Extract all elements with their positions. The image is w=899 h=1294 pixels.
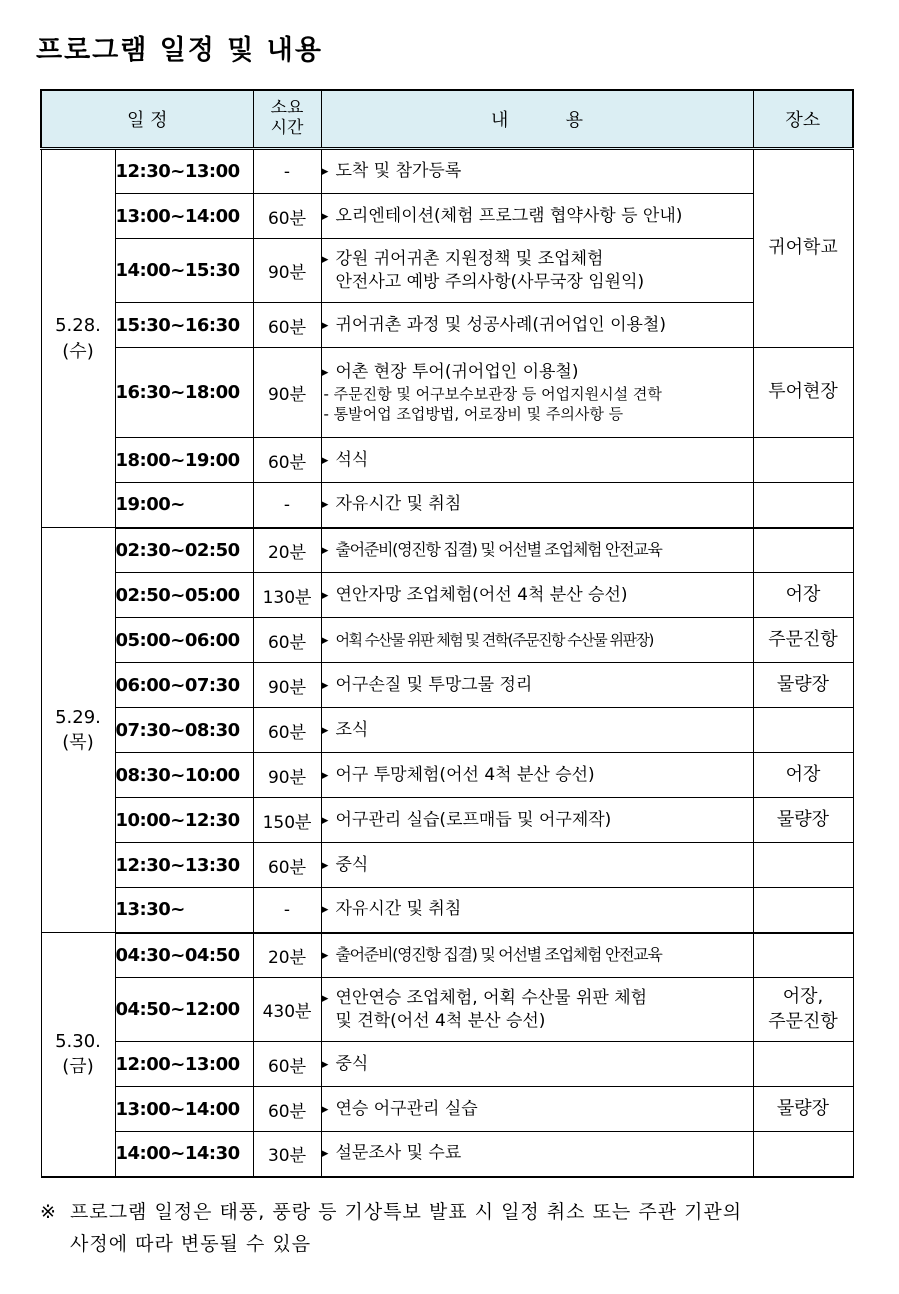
- table-row: [41, 663, 853, 708]
- table-row: [41, 348, 853, 438]
- table-header-row: [41, 90, 853, 149]
- content-cell: [321, 483, 753, 528]
- duration-cell: 60분: [253, 438, 321, 483]
- table-row: [41, 708, 853, 753]
- triangle-bullet-icon: ▶: [321, 635, 329, 646]
- table-row: [41, 239, 853, 303]
- content-cell: [321, 194, 753, 239]
- content-cell: [321, 978, 753, 1042]
- day-weekday: (수): [62, 340, 94, 362]
- time-cell: 13:30~: [115, 888, 253, 933]
- duration-cell: 60분: [253, 194, 321, 239]
- triangle-bullet-icon: ▶: [321, 725, 329, 736]
- content-text: 도착 및 참가등록: [335, 161, 462, 182]
- content-cell: [321, 348, 753, 438]
- duration-cell: 150분: [253, 798, 321, 843]
- duration-cell: 90분: [253, 753, 321, 798]
- content-text-continued: 안전사고 예방 주의사항(사무국장 임원익): [335, 271, 645, 292]
- triangle-bullet-icon: ▶: [321, 860, 329, 871]
- content-cell: [321, 438, 753, 483]
- triangle-bullet-icon: ▶: [321, 680, 329, 691]
- duration-cell: 430분: [253, 978, 321, 1042]
- duration-cell: 60분: [253, 1087, 321, 1132]
- duration-cell: 30분: [253, 1132, 321, 1177]
- content-text: 어획 수산물 위판 체험 및 견학(주문진항 수산물 위판장): [335, 630, 653, 649]
- duration-cell: 90분: [253, 663, 321, 708]
- table-row: [41, 933, 853, 978]
- content-cell: [321, 663, 753, 708]
- triangle-bullet-icon: ▶: [321, 500, 329, 511]
- time-cell: 05:00~06:00: [115, 618, 253, 663]
- table-row: [41, 438, 853, 483]
- time-cell: 07:30~08:30: [115, 708, 253, 753]
- table-row: [41, 1132, 853, 1177]
- day-date: 5.29.: [55, 706, 101, 728]
- content-text: 어구 투망체험(어선 4척 분산 승선): [335, 764, 595, 785]
- content-cell: [321, 708, 753, 753]
- time-cell: 10:00~12:30: [115, 798, 253, 843]
- place-cell: [753, 933, 853, 978]
- day-weekday: (목): [62, 732, 94, 753]
- duration-cell: 60분: [253, 303, 321, 348]
- content-cell: [321, 1132, 753, 1177]
- place-cell: 주문진항: [753, 618, 853, 663]
- place-cell: [753, 1132, 853, 1177]
- content-text: 중식: [335, 854, 369, 875]
- content-text: 출어준비(영진항 집결) 및 어선별 조업체험 안전교육: [335, 944, 662, 964]
- day-date: 5.30.: [55, 1031, 101, 1053]
- time-cell: 14:00~14:30: [115, 1132, 253, 1177]
- triangle-bullet-icon: ▶: [321, 254, 329, 265]
- content-text: 석식: [335, 449, 369, 470]
- table-row: [41, 194, 853, 239]
- table-row: [41, 149, 853, 194]
- content-subitem: - 통발어업 조업방법, 어로장비 및 주의사항 등: [323, 404, 624, 423]
- duration-cell: -: [253, 483, 321, 528]
- day-date-cell: [41, 149, 115, 528]
- time-cell: 15:30~16:30: [115, 303, 253, 348]
- time-cell: 12:30~13:30: [115, 843, 253, 888]
- table-row: [41, 888, 853, 933]
- time-cell: 02:30~02:50: [115, 528, 253, 573]
- content-text: 자유시간 및 취침: [335, 494, 462, 515]
- duration-cell: -: [253, 149, 321, 194]
- header-content: 내 용: [321, 90, 753, 149]
- triangle-bullet-icon: ▶: [321, 905, 329, 916]
- triangle-bullet-icon: ▶: [321, 320, 329, 331]
- place-cell: [753, 1042, 853, 1087]
- content-text: 출어준비(영진항 집결) 및 어선별 조업체험 안전교육: [335, 539, 662, 559]
- duration-cell: 90분: [253, 348, 321, 438]
- duration-cell: 90분: [253, 239, 321, 303]
- time-cell: 06:00~07:30: [115, 663, 253, 708]
- header-duration-line2: 시간: [270, 118, 304, 138]
- content-cell: [321, 1087, 753, 1132]
- table-row: [41, 573, 853, 618]
- time-cell: 04:50~12:00: [115, 978, 253, 1042]
- table-row: [41, 528, 853, 573]
- content-text: 설문조사 및 수료: [335, 1143, 462, 1164]
- place-cell: [753, 888, 853, 933]
- time-cell: 13:00~14:00: [115, 194, 253, 239]
- footnote: [40, 1196, 860, 1260]
- triangle-bullet-icon: ▶: [321, 167, 329, 178]
- duration-cell: 130분: [253, 573, 321, 618]
- place-cell: 귀어학교: [753, 149, 853, 348]
- place-cell: 어장: [753, 753, 853, 798]
- day-date-cell: [41, 528, 115, 933]
- content-cell: [321, 149, 753, 194]
- page-title: 프로그램 일정 및 내용: [36, 35, 323, 66]
- duration-cell: 60분: [253, 843, 321, 888]
- table-row: [41, 1042, 853, 1087]
- content-cell: [321, 753, 753, 798]
- place-cell: [753, 438, 853, 483]
- content-text: 자유시간 및 취침: [335, 899, 462, 920]
- place-cell: 물량장: [753, 1087, 853, 1132]
- duration-cell: 60분: [253, 708, 321, 753]
- content-text: 연안자망 조업체험(어선 4척 분산 승선): [335, 584, 628, 605]
- triangle-bullet-icon: ▶: [321, 211, 329, 222]
- table-row: [41, 1087, 853, 1132]
- time-cell: 02:50~05:00: [115, 573, 253, 618]
- content-cell: [321, 303, 753, 348]
- table-row: [41, 843, 853, 888]
- time-cell: 13:00~14:00: [115, 1087, 253, 1132]
- footnote-line1: 프로그램 일정은 태풍, 풍랑 등 기상특보 발표 시 일정 취소 또는 주관 기관의: [70, 1201, 743, 1223]
- time-cell: 12:30~13:00: [115, 149, 253, 194]
- content-text: 어구관리 실습(로프매듭 및 어구제작): [335, 809, 612, 830]
- content-cell: [321, 843, 753, 888]
- schedule-table: [40, 89, 854, 1178]
- reference-mark-icon: ※: [40, 1201, 57, 1223]
- content-cell: [321, 798, 753, 843]
- triangle-bullet-icon: ▶: [321, 950, 329, 961]
- content-cell: [321, 618, 753, 663]
- content-cell: [321, 1042, 753, 1087]
- header-duration-line1: 소요: [270, 98, 304, 119]
- time-cell: 19:00~: [115, 483, 253, 528]
- content-cell: [321, 573, 753, 618]
- content-cell: [321, 528, 753, 573]
- content-text: 중식: [335, 1053, 369, 1074]
- place-cell: 투어현장: [753, 348, 853, 438]
- day-date-cell: [41, 933, 115, 1177]
- triangle-bullet-icon: ▶: [321, 545, 329, 556]
- content-text: 연안연승 조업체험, 어획 수산물 위판 체험: [335, 987, 648, 1008]
- content-text-continued: 및 견학(어선 4척 분산 승선): [335, 1010, 546, 1031]
- time-cell: 14:00~15:30: [115, 239, 253, 303]
- day-date: 5.28.: [55, 315, 101, 337]
- duration-cell: 20분: [253, 933, 321, 978]
- triangle-bullet-icon: ▶: [321, 367, 329, 378]
- table-row: [41, 753, 853, 798]
- table-row: [41, 303, 853, 348]
- duration-cell: 60분: [253, 618, 321, 663]
- header-duration: [253, 90, 321, 149]
- content-text: 강원 귀어귀촌 지원정책 및 조업체험: [335, 248, 604, 269]
- triangle-bullet-icon: ▶: [321, 1149, 329, 1160]
- table-row: [41, 483, 853, 528]
- place-cell: 물량장: [753, 798, 853, 843]
- header-schedule: 일 정: [41, 90, 253, 149]
- content-text: 어촌 현장 투어(귀어업인 이용철): [335, 361, 579, 382]
- triangle-bullet-icon: ▶: [321, 1104, 329, 1115]
- table-row: [41, 618, 853, 663]
- table-row: [41, 978, 853, 1042]
- place-cell: 어장, 주문진항: [753, 978, 853, 1042]
- time-cell: 12:00~13:00: [115, 1042, 253, 1087]
- place-cell: [753, 483, 853, 528]
- time-cell: 16:30~18:00: [115, 348, 253, 438]
- table-row: [41, 798, 853, 843]
- place-cell: [753, 708, 853, 753]
- footnote-line2: 사정에 따라 변동될 수 있음: [70, 1233, 312, 1255]
- content-cell: [321, 239, 753, 303]
- triangle-bullet-icon: ▶: [321, 1059, 329, 1070]
- place-cell: [753, 843, 853, 888]
- duration-cell: 60분: [253, 1042, 321, 1087]
- place-cell: 어장: [753, 573, 853, 618]
- triangle-bullet-icon: ▶: [321, 590, 329, 601]
- content-subitem: - 주문진항 및 어구보수보관장 등 어업지원시설 견학: [323, 384, 662, 403]
- header-place: 장소: [753, 90, 853, 149]
- place-cell: [753, 528, 853, 573]
- time-cell: 04:30~04:50: [115, 933, 253, 978]
- duration-cell: -: [253, 888, 321, 933]
- content-text: 오리엔테이션(체험 프로그램 협약사항 등 안내): [335, 205, 683, 226]
- triangle-bullet-icon: ▶: [321, 993, 329, 1004]
- duration-cell: 20분: [253, 528, 321, 573]
- content-text: 어구손질 및 투망그물 정리: [335, 674, 533, 695]
- time-cell: 08:30~10:00: [115, 753, 253, 798]
- time-cell: 18:00~19:00: [115, 438, 253, 483]
- content-cell: [321, 933, 753, 978]
- place-cell: 물량장: [753, 663, 853, 708]
- triangle-bullet-icon: ▶: [321, 815, 329, 826]
- content-text: 귀어귀촌 과정 및 성공사례(귀어업인 이용철): [335, 314, 666, 335]
- triangle-bullet-icon: ▶: [321, 455, 329, 466]
- content-cell: [321, 888, 753, 933]
- triangle-bullet-icon: ▶: [321, 770, 329, 781]
- content-text: 조식: [335, 719, 369, 740]
- day-weekday: (금): [62, 1056, 94, 1078]
- content-text: 연승 어구관리 실습: [335, 1098, 478, 1119]
